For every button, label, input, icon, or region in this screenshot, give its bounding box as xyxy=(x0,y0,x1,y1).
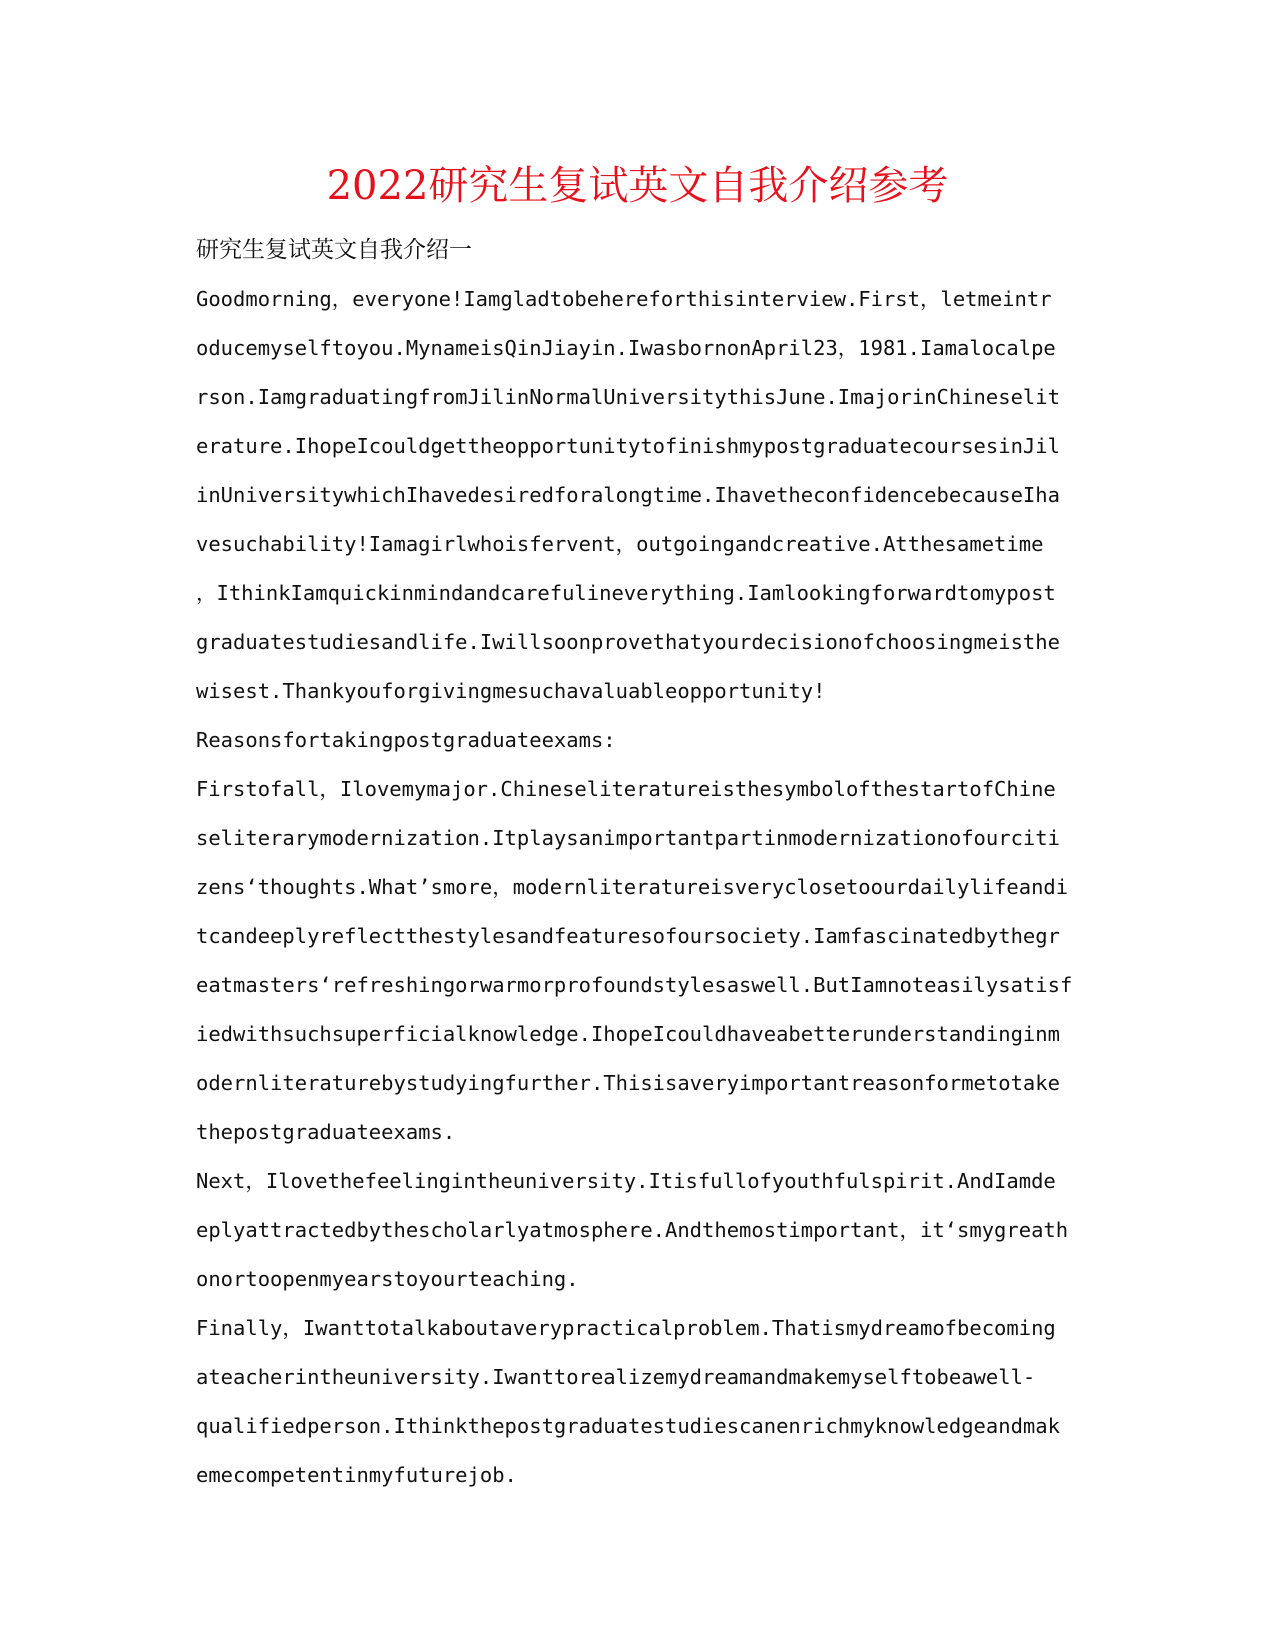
text-line: erature.IhopeIcouldgettheopportunitytofinishmypostgraduatecoursesinJil xyxy=(196,434,1060,458)
section-heading: 研究生复试英文自我介绍一 xyxy=(196,237,472,263)
text-line: thepostgraduateexams. xyxy=(196,1120,456,1144)
text-line: Firstofall，Ilovemymajor.ChineseliteratureisthesymbolofthestartofChine xyxy=(196,777,1056,801)
text-line: graduatestudiesandlife.Iwillsoonprovethatyourdecisionofchoosingmeisthe xyxy=(196,630,1060,654)
text-line: eatmasters‘refreshingorwarmorprofoundstylesaswell.ButIamnoteasilysatisf xyxy=(196,973,1073,997)
text-line: inUniversitywhichIhavedesiredforalongtime.IhavetheconfidencebecauseIha xyxy=(196,483,1060,507)
text-line: emecompetentinmyfuturejob. xyxy=(196,1463,517,1487)
text-line: wisest.Thankyouforgivingmesuchavaluableopportunity! xyxy=(196,679,826,703)
text-line: rson.IamgraduatingfromJilinNormalUniversitythisJune.ImajorinChineselit xyxy=(196,385,1060,409)
text-line: seliterarymodernization.Itplaysanimportantpartinmodernizationofourciti xyxy=(196,826,1060,850)
text-line: ，IthinkIamquickinmindandcarefulineverything.Iamlookingforwardtomypost xyxy=(196,581,1056,605)
document-title: 2022研究生复试英文自我介绍参考 xyxy=(326,163,949,209)
text-line: zens‘thoughts.What’smore，modernliteratureisveryclosetoourdailylifeandi xyxy=(196,875,1069,899)
text-line: oducemyselftoyou.MynameisQinJiayin.IwasbornonApril23，1981.Iamalocalpe xyxy=(196,336,1056,360)
text-line: onortoopenmyearstoyourteaching. xyxy=(196,1267,579,1291)
text-line: Goodmorning，everyone!Iamgladtobehereforthisinterview.First，letmeintr xyxy=(196,287,1052,311)
text-line: Next，Ilovethefeelingintheuniversity.Itisfullofyouthfulspirit.AndIamde xyxy=(196,1169,1056,1193)
text-line: iedwithsuchsuperficialknowledge.IhopeIcouldhaveabetterunderstandinginm xyxy=(196,1022,1060,1046)
text-line: tcandeeplyreflectthestylesandfeaturesofoursociety.Iamfascinatedbythegr xyxy=(196,924,1060,948)
document-body xyxy=(196,226,1091,1500)
text-line: qualifiedperson.Ithinkthepostgraduatestudiescanenrichmyknowledgeandmak xyxy=(196,1414,1060,1438)
text-line: eplyattractedbythescholarlyatmosphere.Andthemostimportant，it‘smygreath xyxy=(196,1218,1069,1242)
text-line: Finally，Iwanttotalkaboutaverypracticalproblem.Thatismydreamofbecoming xyxy=(196,1316,1056,1340)
text-line: vesuchability!Iamagirlwhoisfervent，outgoingandcreative.Atthesametime xyxy=(196,532,1044,556)
text-line: ateacherintheuniversity.Iwanttorealizemydreamandmakemyselftobeawell- xyxy=(196,1365,1036,1389)
text-line: odernliteraturebystudyingfurther.Thisisaveryimportantreasonformetotake xyxy=(196,1071,1060,1095)
text-line: Reasonsfortakingpostgraduateexams: xyxy=(196,728,616,752)
